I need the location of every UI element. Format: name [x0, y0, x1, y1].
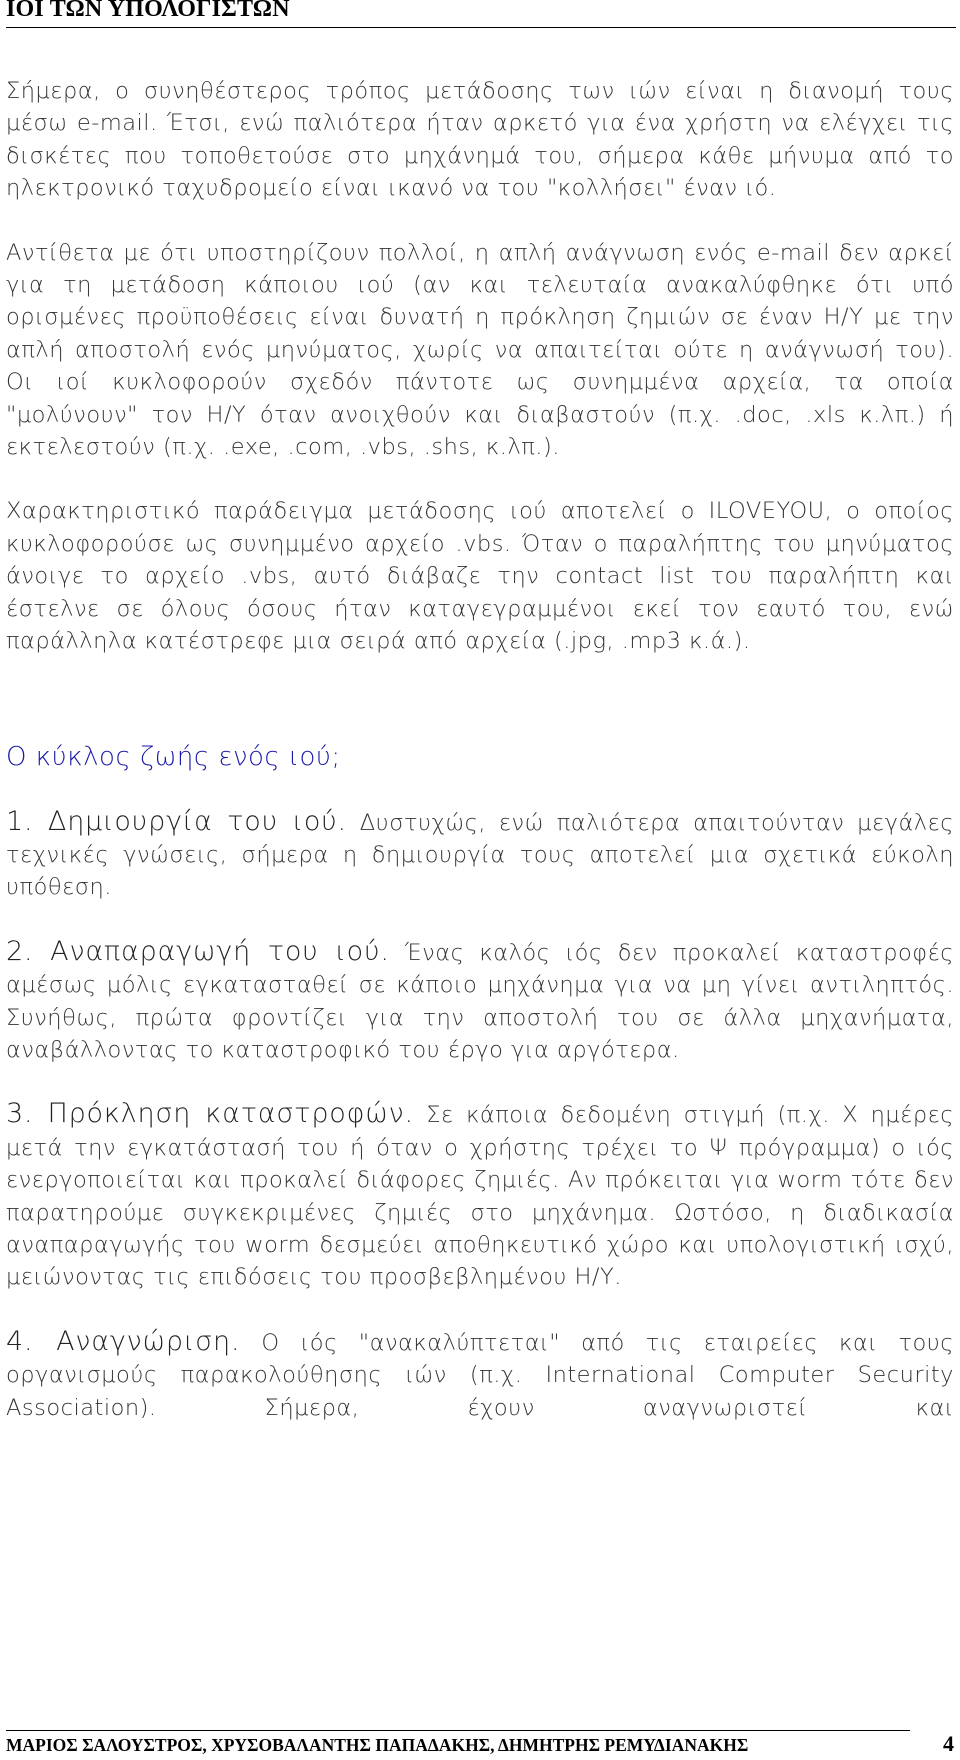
footer-rule [6, 1730, 910, 1731]
step-text: Δυστυχώς, ενώ παλιότερα απαιτούνταν μεγάλες τεχνικές γνώσεις, σήμερα η δημιουργία τους αποτελεί μια σχετικά εύκολη υπόθεση. [6, 809, 954, 901]
running-header: ΙΟΙ ΤΩΝ ΥΠΟΛΟΓΙΣΤΩΝ [6, 0, 290, 22]
running-footer-authors: ΜΑΡΙΟΣ ΣΑΛΟΥΣΤΡΟΣ, ΧΡΥΣΟΒΑΛΑΝΤΗΣ ΠΑΠΑΔΑΚΗΣ, ΔΗΜΗΤΡΗΣ ΡΕΜΥΔΙΑΝΑΚΗΣ [6, 1735, 749, 1755]
lifecycle-step-3 [6, 1098, 954, 1293]
lifecycle-step-1 [6, 806, 954, 904]
step-label: 4. Αναγνώριση. [6, 1325, 241, 1357]
header-rule [6, 27, 956, 28]
paragraph-attachments: Αντίθετα με ότι υποστηρίζουν πολλοί, η απλή ανάγνωση ενός e-mail δεν αρκεί για τη μετάδοση κάποιου ιού (αν και τελευταία ανακαλύφθηκε ότι υπό ορισμένες προϋποθέσεις είναι δυνατή η πρόκληση ζημιών σε έναν Η/Υ με την απλή αποστολή ενός μηνύματος, χωρίς να απαιτείται ούτε η ανάγνωσή του). Οι ιοί κυκλοφορούν σχεδόν πάντοτε ως συνημμένα αρχεία, τα οποία "μολύνουν" τον Η/Υ όταν ανοιχθούν και διαβαστούν (π.χ. .doc, .xls κ.λπ.) ή εκτελεστούν (π.χ. .exe, .com, .vbs, .shs, κ.λπ.). [6, 239, 954, 461]
step-text: Σε κάποια δεδομένη στιγμή (π.χ. Χ ημέρες μετά την εγκατάστασή του ή όταν ο χρήστης τρέχει το Ψ πρόγραμμα) ο ιός ενεργοποιείται και προκαλεί διάφορες ζημιές. Αν πρόκειται για worm τότε δεν παρατηρούμε συγκεκριμένες ζημιές στο μηχάνημα. Ωστόσο, η διαδικασία αναπαραγωγής του worm δεσμεύει αποθηκευτικό χώρο και υπολογιστική ισχύ, μειώνοντας τις επιδόσεις του προσβεβλημένου Η/Υ. [6, 1102, 954, 1291]
paragraph-iloveyou-example: Χαρακτηριστικό παράδειγμα μετάδοσης ιού αποτελεί ο ILOVEYOU, ο οποίος κυκλοφορούσε ως συνημμένο αρχείο .vbs. Όταν ο παραλήπτης του μηνύματος άνοιγε το αρχείο .vbs, αυτό διάβαζε την contact list του παραλήπτη και έστελνε σε όλους όσους ήταν καταγεγραμμένοι εκεί τον εαυτό του, ενώ παράλληλα κατέστρεφε μια σειρά από αρχεία (.jpg, .mp3 κ.ά.). [6, 498, 954, 655]
step-label: 3. Πρόκληση καταστροφών. [6, 1098, 414, 1130]
step-label: 2. Αναπαραγωγή του ιού. [6, 935, 390, 967]
step-text: Ένας καλός ιός δεν προκαλεί καταστροφές αμέσως μόλις εγκατασταθεί σε κάποιο μηχάνημα για να μη γίνει αντιληπτός. Συνήθως, πρώτα φροντίζει για την αποστολή του σε άλλα μηχανήματα, αναβάλλοντας το καταστροφικό του έργο για αργότερα. [6, 939, 954, 1063]
lifecycle-step-2 [6, 936, 954, 1067]
paragraph-email-transmission: Σήμερα, ο συνηθέστερος τρόπος μετάδοσης των ιών είναι η διανομή τους μέσω e-mail. Έτσι, ενώ παλιότερα ήταν αρκετό για ένα χρήστη να ελέγχει τις δισκέτες που τοποθετούσε στο μηχάνημά του, σήμερα κάθε μήνυμα από το ηλεκτρονικό ταχυδρομείο είναι ικανό να του "κολλήσει" έναν ιό. [6, 78, 954, 202]
step-text: Ο ιός "ανακαλύπτεται" από τις εταιρείες και τους οργανισμούς παρακολούθησης ιών (π.χ. International Computer Security Association). Σήμερα, έχουν αναγνωριστεί και [6, 1329, 955, 1421]
step-label: 1. Δημιουργία του ιού. [6, 805, 347, 837]
section-heading-virus-lifecycle: Ο κύκλος ζωής ενός ιού; [6, 741, 341, 772]
lifecycle-step-4 [6, 1326, 954, 1424]
page-number: 4 [943, 1731, 954, 1756]
page-content [6, 75, 954, 1456]
